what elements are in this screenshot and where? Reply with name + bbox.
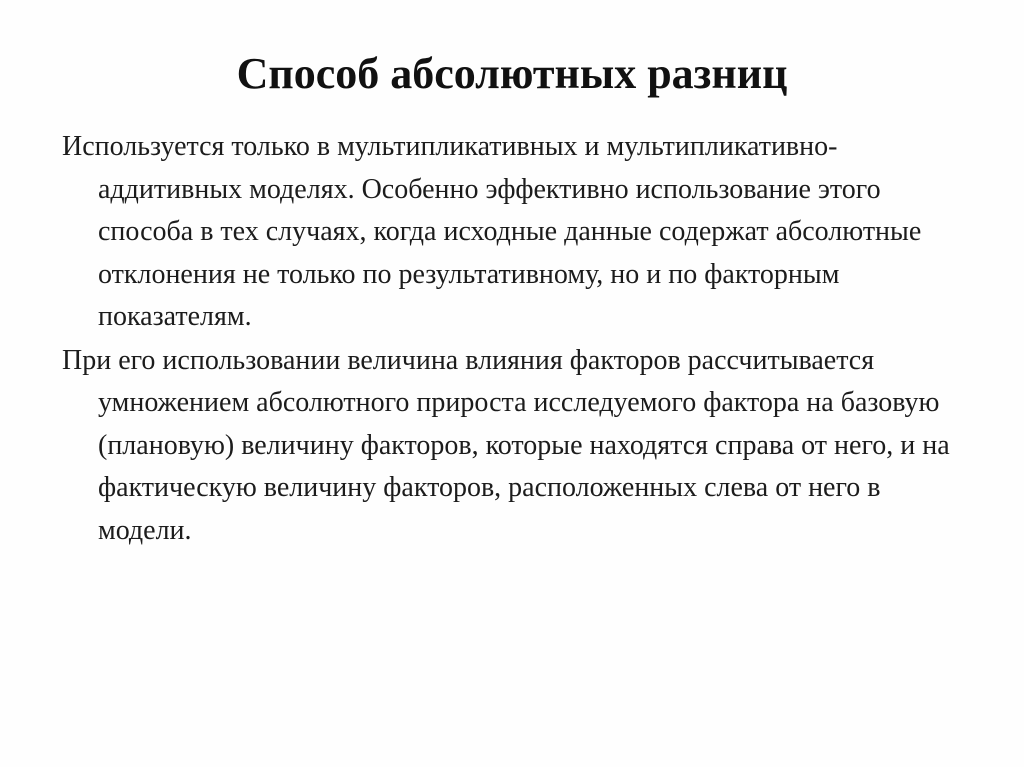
paragraph-usage: Используется только в мультипликативных и мультипликативно-аддитивных моделях. Особенно эффективно использование этого способа в тех случаях, когда исходные данные содержат абсолютные отклонения не только по результативному, но и по факторным показателям. (62, 131, 922, 332)
slide-title: Способ абсолютных разниц (236, 49, 788, 98)
slide-body (62, 126, 962, 553)
paragraph-calculation: При его использовании величина влияния факторов рассчитывается умножением абсолютного прироста исследуемого фактора на базовую (плановую) величину факторов, которые находятся справа от него, и на фактическую величину факторов, расположенных слева от него в модели. (62, 344, 950, 546)
